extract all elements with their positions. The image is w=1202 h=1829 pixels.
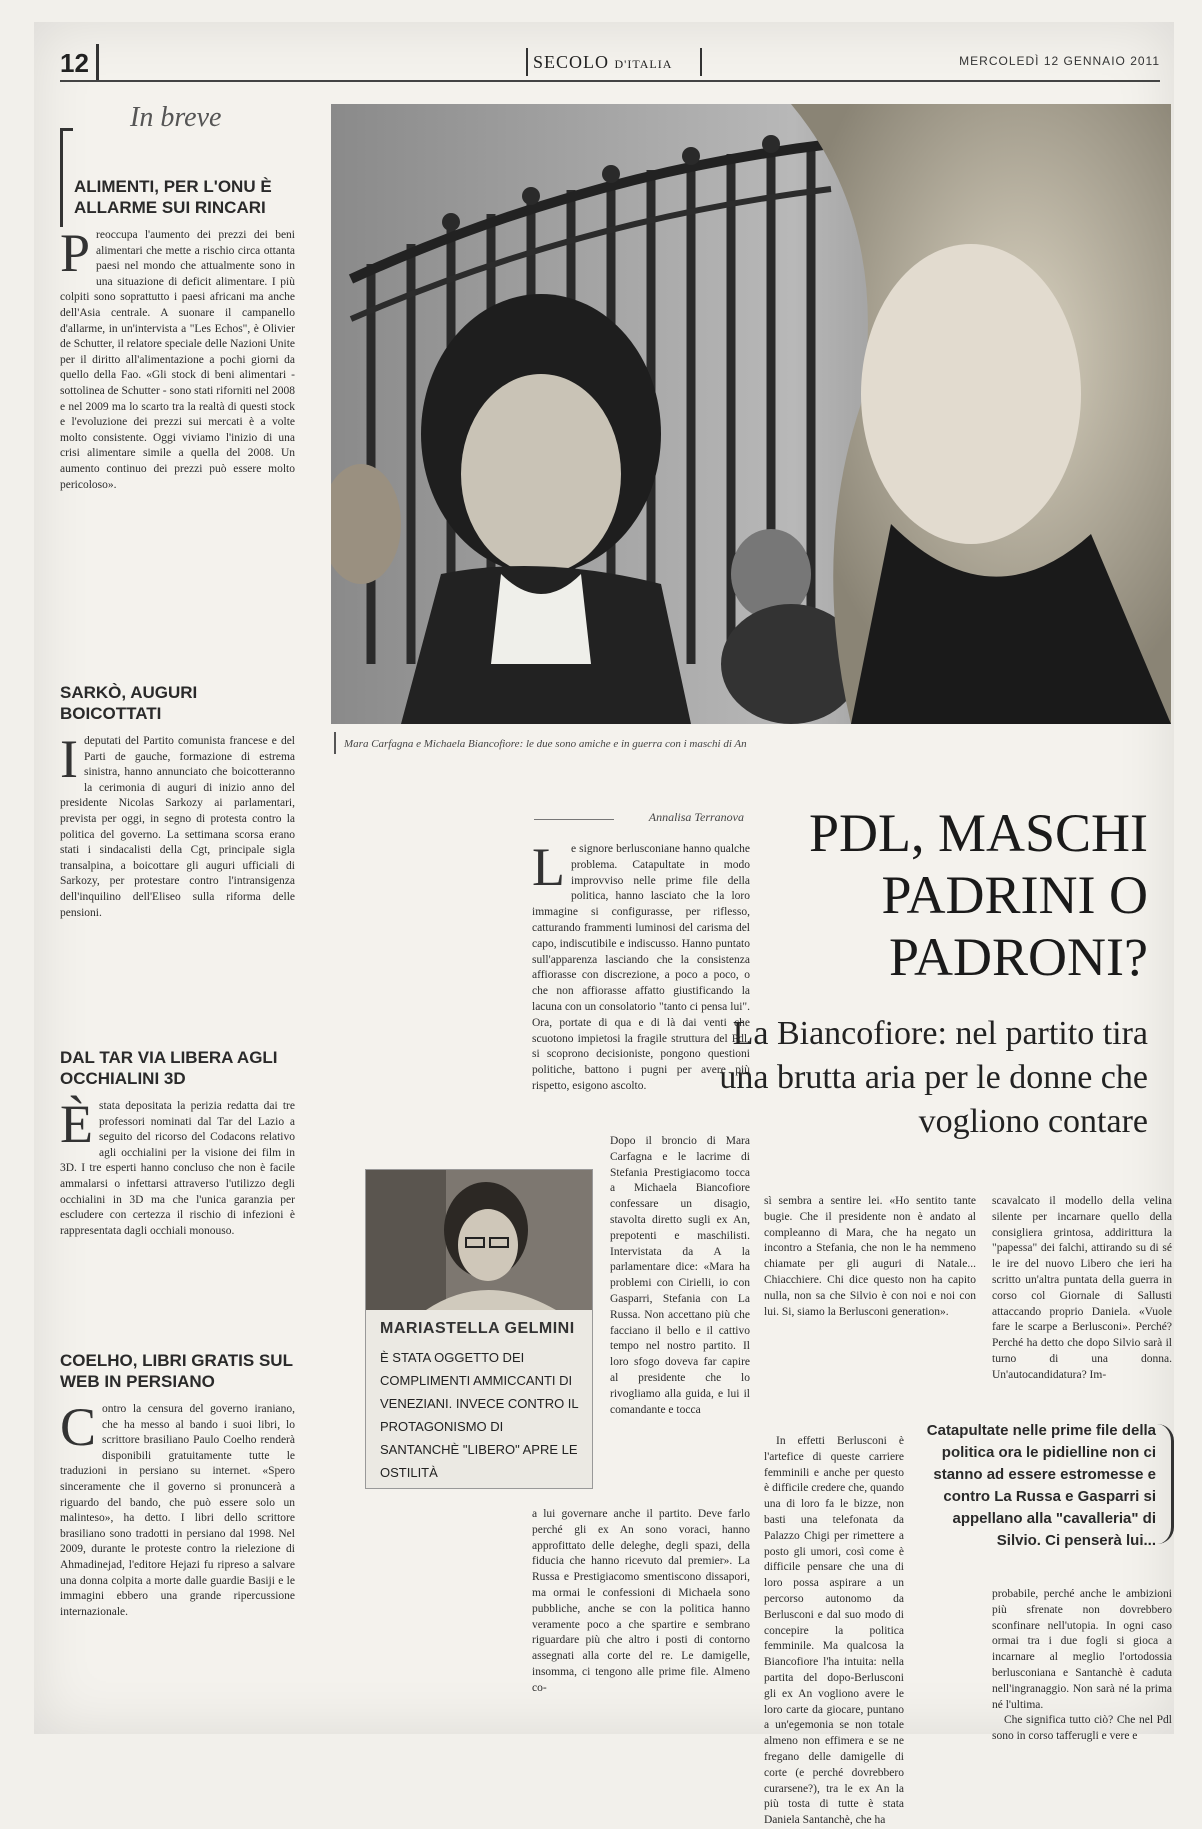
- issue-date: MERCOLEDÌ 12 GENNAIO 2011: [959, 54, 1160, 68]
- photo-illustration: [331, 104, 1171, 724]
- article-column-2-continued: [764, 1434, 904, 1829]
- article-dropcap: L: [532, 837, 565, 897]
- pull-quote: [912, 1420, 1174, 1552]
- byline: Annalisa Terranova: [648, 810, 744, 824]
- page-number: 12: [60, 48, 89, 78]
- article-paragraph: Che significa tutto ciò? Che nel Pdl sono in corso tafferugli e vere e: [992, 1714, 1172, 1743]
- in-breve-label: In breve: [130, 102, 222, 133]
- gelmini-name: MARIASTELLA GELMINI: [380, 1320, 575, 1337]
- article-paragraph: In effetti Berlusconi è l'artefice di queste carriere femminili e anche per questo è difficile credere che, quando una di loro fa le bizze, non basti una telefonata da Palazzo Chigi per rimettere a posto gli umori, così come è difficile pensare che una di loro possa aspirare a un percorso autonomo da Berlusconi e dal suo modo di concepire la politica femminile. Ma qualcosa la Biancofiore l'ha intuita: nella partita del dopo-Berlusconi gli ex An vogliono avere le loro carte da giocare, puntano a un'egemonia se non totale almeno non effimera e se ne fregano delle damigelle di corte (e perché dovrebbero curarsene?), tra le ex An la più tosta di tutte è stata Daniela Santanchè, che ha: [764, 1435, 904, 1827]
- gelmini-photo: [366, 1170, 592, 1310]
- brief-item: [60, 682, 295, 921]
- brief-title: ALIMENTI, PER L'ONU È ALLARME SUI RINCARI: [74, 177, 272, 217]
- masthead-suffix: D'ITALIA: [614, 57, 673, 71]
- caption-marker: [334, 732, 336, 754]
- masthead-title: SECOLO: [533, 52, 610, 72]
- article-column-1-top: [532, 837, 750, 1095]
- masthead-divider-right: [700, 48, 702, 76]
- gelmini-illustration: [366, 1170, 592, 1310]
- brief-body: [60, 1094, 295, 1239]
- article-column-2: [764, 1194, 976, 1320]
- header-rule: [60, 80, 1160, 82]
- masthead-divider-left: [526, 48, 528, 76]
- brief-text: deputati del Partito comunista francese e del Parti de gauche, formazione di estrema sinistra, hanno annunciato che boicotteranno la cerimonia di auguri di inizio anno del presidente Nicolas Sarkozy ai parlamentari, prevista per oggi, in segno di protesta contro la politica del governo. La settimana scorsa erano stati i sindacalisti della Cgt, principale sigla transalpina, a boicottare gli auguri ufficiali di Sarkozy, per protestare contro l'intransigenza dell'inquilino dell'Eliseo sulla riforma delle pensioni.: [60, 735, 295, 919]
- pull-quote-text: Catapultate nelle prime file della politica ora le pidielline non ci stanno ad essere estromesse e contro La Russa e Gasparri si appellano alla "cavalleria" di Silvio. Ci penserà lui...: [926, 1422, 1156, 1549]
- article-paragraph: probabile, perché anche le ambizioni più sfrenate non dovrebbero sconfinare nell'utopia. In ogni caso ormai tra i due fogli si gioca a incarnare al meglio l'ortodossia berlusconiana e Santanchè è caduta nell'ingranaggio. Non sarà né la prima né l'ultima.: [992, 1588, 1172, 1711]
- brief-text: reoccupa l'aumento dei prezzi dei beni alimentari che mette a rischio circa ottanta paesi nel mondo che attualmente sono in una situazione di deficit alimentare. I più colpiti sono soprattutto i paesi africani ma anche dell'Asia centrale. A suonare il campanello d'allarme, in un'intervista a "Les Echos", è Olivier de Schutter, il relatore speciale delle Nazioni Unite per il diritto all'alimentazione a pochi giorni da quello della Fao. «Gli stock di beni alimentari - sottolinea de Schutter - sono stati riforniti nel 2008 e nel 2009 ma lo scarto tra la realtà di questi stock e l'evoluzione dei prezzi sui mercati è a volte molto consistente. Oggi viviamo l'inizio di una crisi alimentare simile a quella del 2008. Un aumento continuo dei prezzi può essere molto pericoloso».: [60, 229, 295, 491]
- gelmini-box: [365, 1169, 593, 1489]
- brief-item: [60, 176, 295, 493]
- brief-title: DAL TAR VIA LIBERA AGLI OCCHIALINI 3D: [60, 1048, 278, 1088]
- brief-dropcap: I: [60, 729, 78, 789]
- brief-title: SARKÒ, AUGURI BOICOTTATI: [60, 683, 198, 723]
- photo-caption: Mara Carfagna e Michaela Biancofiore: le due sono amiche e in guerra con i maschi di An: [344, 738, 747, 750]
- brief-body: [60, 1397, 295, 1620]
- article-paragraph: Dopo il broncio di Mara Carfagna e le lacrime di Stefania Prestigiacomo tocca a Michaela Biancofiore confessare un disagio, stavolta diretto sugli ex An, prepotenti e maschilisti. Intervistata da A la parlamentare dice: «Mara ha problemi con Cirielli, io con Gasparri, Stefania con La Russa. Non accettano più che facciano il bello e il cattivo tempo nel nostro partito. Il loro sfogo doveva far capire al presidente che lo rivogliamo alla guida, e lui il comandante e tocca: [610, 1135, 750, 1416]
- article-column-1-mid: [610, 1134, 750, 1418]
- brief-text: ontro la censura del governo iraniano, che ha messo al bando i suoi libri, lo scrittore brasiliano Paulo Coelho renderà disponibili gratuitamente tutte le traduzioni in persiano su internet. «Spero sinceramente che il governo si pronuncerà a riguardo del bando, che può essere solo un malinteso», ha detto. I libri dello scrittore brasiliano sono tradotti in persiano dal 1998. Nel 2009, durante le proteste contro la rielezione di Ahmadinejad, l'editore Hejazi fu ripreso a salvare una donna colpita a morte dalle guardie Basiji e le immagini ebbero una grande ripercussione internazionale.: [60, 1403, 295, 1618]
- subheadline: La Biancofiore: nel partito tira una brutta aria per le donne che vogliono contare: [719, 1015, 1148, 1140]
- masthead: [533, 52, 672, 73]
- brief-title: COELHO, LIBRI GRATIS SUL WEB IN PERSIANO: [60, 1351, 293, 1391]
- page-number-divider: [96, 44, 99, 82]
- brief-dropcap: C: [60, 1397, 97, 1457]
- article-column-3-bottom: [992, 1587, 1172, 1745]
- newspaper-page: [34, 22, 1174, 1827]
- brief-item: [60, 1047, 295, 1239]
- main-photo: [331, 104, 1171, 724]
- article-text: e signore berlusconiane hanno qualche problema. Catapultate in modo improvviso nelle prime file della politica, hanno lasciato che la loro immagine si configurasse, per riflesso, catturando frammenti luminosi del carisma del capo, indiscutibile e indiscusso. Hanno puntato sull'apparenza lasciando che la consistenza affiorasse con discrezione, a poco a poco, o che non affiorasse affatto giustificando la lacuna con un consolatorio "tanto ci pensa lui". Ora, portate di qua e di là dai venti che scuotono impietosi la fragile struttura del Pdl, si scoprono decisioniste, pongono questioni politiche, battono i pugni per avere più rispetto, esigono ascolto.: [532, 843, 750, 1092]
- article-column-3: [992, 1194, 1172, 1384]
- brief-item: [60, 1350, 295, 1620]
- article-paragraph: [532, 837, 750, 1095]
- article-column-1-bottom: [532, 1507, 750, 1697]
- brief-body: [60, 223, 295, 493]
- brief-body: [60, 729, 295, 921]
- article-paragraph: scavalcato il modello della velina silente per incarnare quello della consigliera grintosa, addirittura la "papessa" dei falchi, attirando su di sé le ire del nuovo Libero che ieri ha scritto un'altra puntata della guerra in corso col Giornale di Sallusti attaccando proprio Daniela. «Vuole fare le scarpe a Berlusconi». Perché? Perché ha detto che dopo Silvio sarà il turno di una donna. Un'autocandidatura? Im-: [992, 1195, 1172, 1381]
- brief-dropcap: È: [60, 1094, 93, 1154]
- gelmini-text: È STATA OGGETTO DEI COMPLIMENTI AMMICCANTI DI VENEZIANI. INVECE CONTRO IL PROTAGONISMO DI SANTANCHÈ "LIBERO" APRE LE OSTILITÀ: [380, 1350, 579, 1480]
- article-paragraph: sì sembra a sentire lei. «Ho sentito tante bugie. Che il presidente non è andato al compleanno di Mara, che ha negato un incontro a Stefania, che non le ha nemmeno chiamate per gli auguri di Natale... Chiacchiere. Chi dice questo non ha capito nulla, non sa che Silvio è con noi e noi con lui. Si, siamo la Berlusconi generation».: [764, 1195, 976, 1318]
- pull-quote-brace: [1157, 1424, 1174, 1544]
- brief-text: stata depositata la perizia redatta dai tre professori nominati dal Tar del Lazio a seguito del ricorso del Codacons relativo agli occhialini per la visione dei film in 3D. I tre esperti hanno concluso che non è facile ammalarsi o infettarsi attraverso l'utilizzo degli occhialini in 3D ma che l'unica garanzia per escludere con certezza il rischio di infezioni è rappresentata dagli occhiali monouso.: [60, 1100, 295, 1237]
- headline: PDL, MASCHI PADRINI O PADRONI?: [808, 803, 1148, 987]
- page-header: [60, 38, 1160, 84]
- brief-dropcap: P: [60, 223, 91, 283]
- article-paragraph: a lui governare anche il partito. Deve farlo perché gli ex An sono voraci, hanno approfittato delle deleghe, degli spazi, della fiducia che hanno ricevuto dal premier». La Russa e Prestigiacomo smentiscono dissapori, ma ormai le confessioni di Michaela sono pubbliche, anche se con la politica hanno veramente poco a che spartire e sembrano riguardare più che altro i posti di contorno assegnati alla corte del re. Le damigelle, insomma, ci tengono alle prime file. Almeno co-: [532, 1508, 750, 1694]
